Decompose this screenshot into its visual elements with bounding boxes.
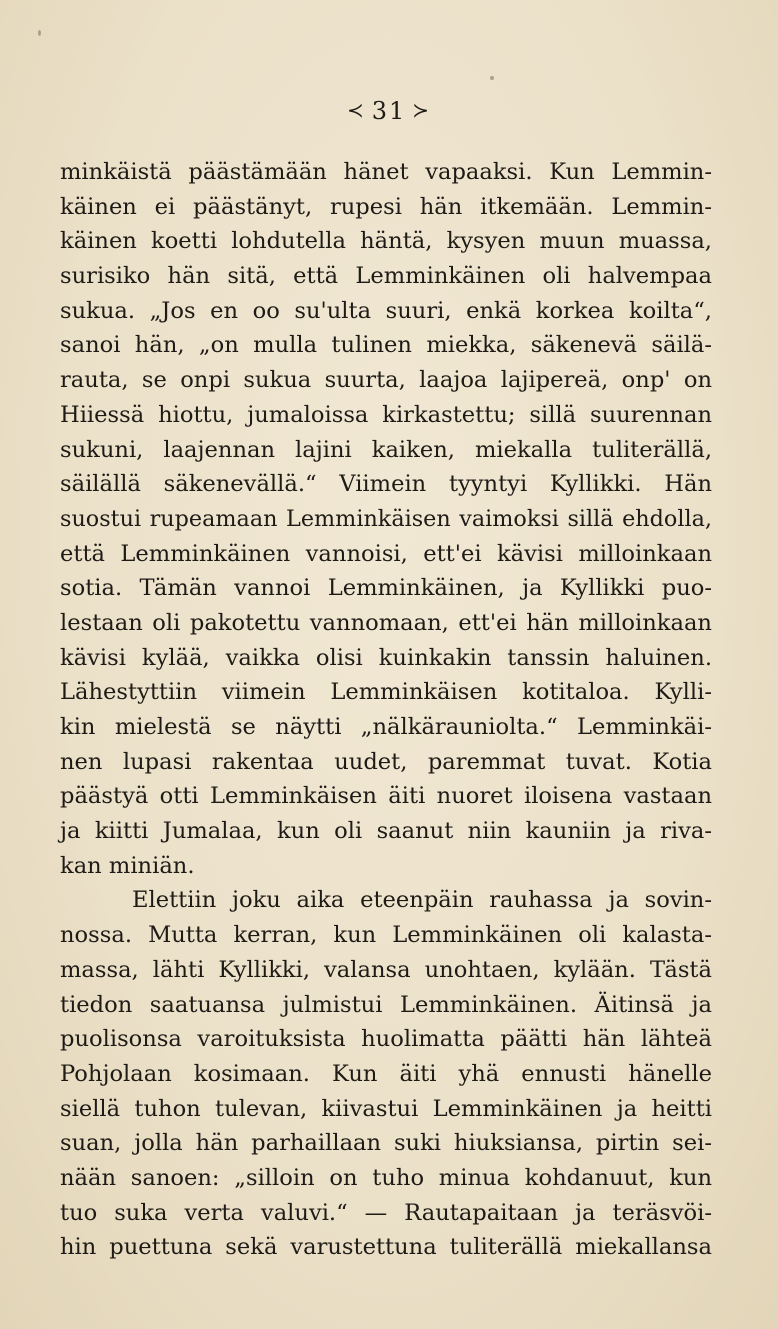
text-line: minkäistä päästämään hänet vapaaksi. Kun Lemmin- — [60, 159, 712, 185]
text-line: nen lupasi rakentaa uudet, paremmat tuvat. Kotia — [60, 748, 712, 775]
paragraph-start-line: Elettiin joku aika eteenpäin rauhassa ja sovin- — [132, 887, 712, 914]
text-line: sotia. Tämän vannoi Lemminkäinen, ja Kyllikki puo- — [60, 575, 712, 602]
text-line: suan, jolla hän parhaillaan suki hiuksiansa, pirtin sei- — [60, 1130, 712, 1157]
ink-speck — [490, 76, 494, 80]
text-line: Pohjolaan kosimaan. Kun äiti yhä ennusti hänelle — [60, 1060, 712, 1087]
text-line: puolisonsa varoituksista huolimatta päätti hän lähteä — [60, 1026, 712, 1053]
text-line: tiedon saatuansa julmistui Lemminkäinen. Äitinsä ja — [60, 991, 712, 1018]
text-line: säilällä säkenevällä.“ Viimein tyyntyi Kyllikki. Hän — [60, 471, 712, 498]
right-ornament-icon: ≻ — [412, 98, 432, 122]
text-line: päästyä otti Lemminkäisen äiti nuoret iloisena vastaan — [60, 783, 712, 810]
text-line: Hiiessä hiottu, jumaloissa kirkastettu; sillä suurennan — [60, 401, 712, 428]
text-line: Lähestyttiin viimein Lemminkäisen kotitaloa. Kylli- — [60, 679, 712, 706]
text-line: että Lemminkäinen vannoisi, ett'ei kävisi milloinkaan — [60, 540, 712, 567]
text-line: massa, lähti Kyllikki, valansa unohtaen, kylään. Tästä — [60, 956, 712, 983]
text-line: kin mielestä se näytti „nälkärauniolta.“ Lemminkäi- — [60, 714, 712, 740]
text-line: rauta, se onpi sukua suurta, laajoa lajipereä, onp' on — [60, 367, 712, 394]
text-line: kävisi kylää, vaikka olisi kuinkakin tanssin haluinen. — [60, 644, 712, 671]
text-line: nossa. Mutta kerran, kun Lemminkäinen oli kalasta- — [60, 922, 712, 949]
text-line: hin puettuna sekä varustettuna tuliterällä miekallansa — [60, 1234, 712, 1261]
text-line: sukua. „Jos en oo su'ulta suuri, enkä korkea koilta“, — [60, 297, 712, 324]
text-line: sanoi hän, „on mulla tulinen miekka, säkenevä säilä- — [60, 332, 712, 359]
body-text — [60, 155, 712, 1265]
text-line: siellä tuhon tulevan, kiivastui Lemminkäinen ja heitti — [60, 1095, 712, 1122]
page-number: 31 — [371, 97, 407, 125]
text-line: lestaan oli pakotettu vannomaan, ett'ei hän milloinkaan — [60, 609, 712, 636]
text-line: käinen ei päästänyt, rupesi hän itkemään. Lemmin- — [60, 193, 712, 220]
ink-speck — [38, 30, 41, 36]
text-line: ja kiitti Jumalaa, kun oli saanut niin kauniin ja riva- — [60, 818, 712, 845]
page-number-header — [0, 97, 778, 125]
text-line: sukuni, laajennan lajini kaiken, miekalla tuliterällä, — [60, 436, 712, 463]
text-line: tuo suka verta valuvi.“ — Rautapaitaan ja teräsvöi- — [60, 1199, 712, 1226]
text-line: surisiko hän sitä, että Lemminkäinen oli halvempaa — [60, 263, 712, 290]
text-line: nään sanoen: „silloin on tuho minua kohdanuut, kun — [60, 1164, 712, 1191]
text-line: käinen koetti lohdutella häntä, kysyen muun muassa, — [60, 228, 712, 255]
text-line: suostui rupeamaan Lemminkäisen vaimoksi sillä ehdolla, — [60, 505, 712, 532]
left-ornament-icon: ≺ — [346, 98, 366, 122]
paragraph-end-line: kan miniän. — [60, 852, 195, 879]
